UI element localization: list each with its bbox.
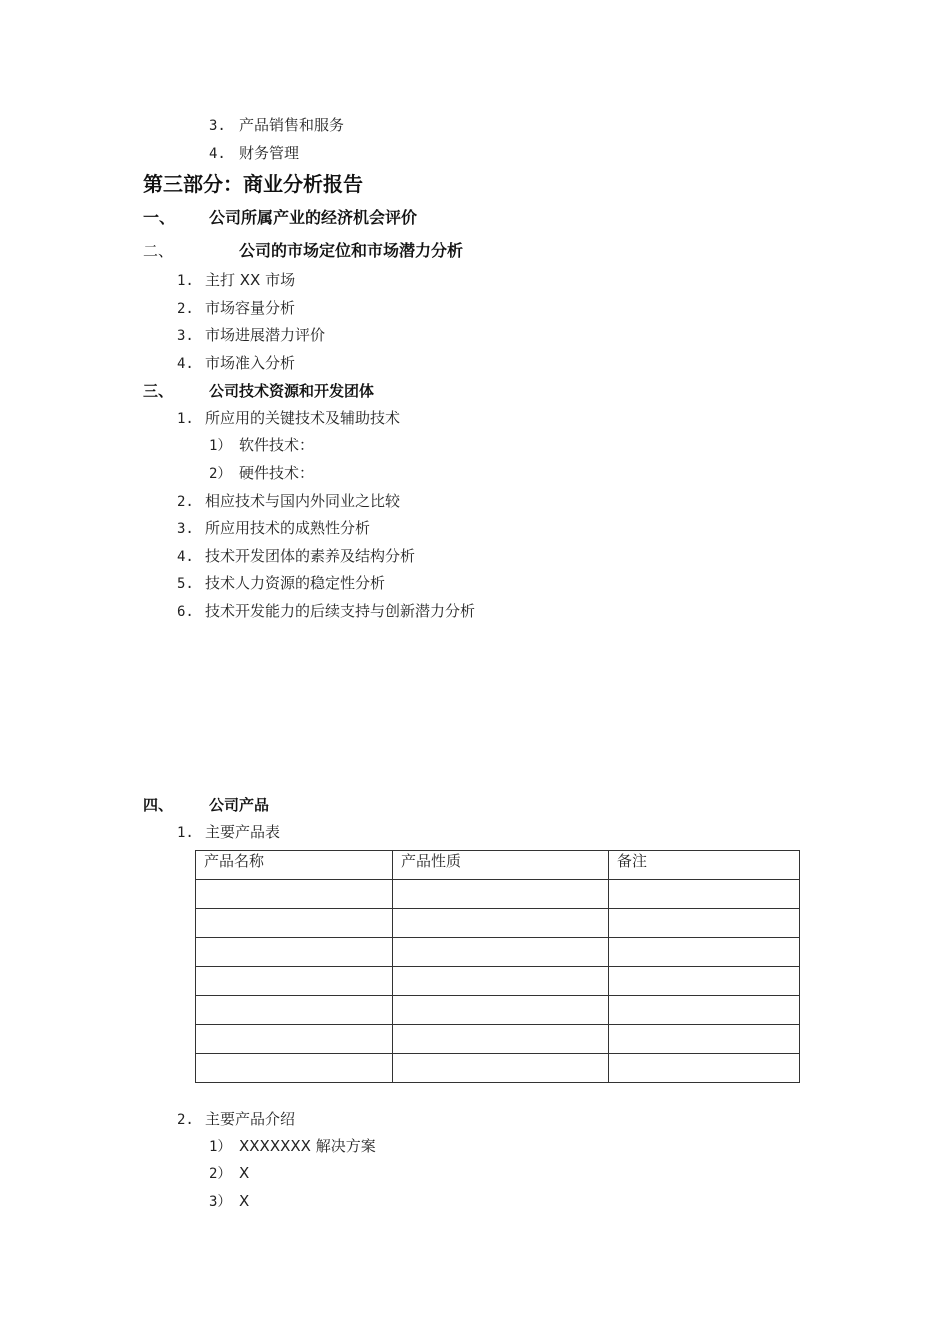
table-row — [196, 880, 800, 909]
section-mark: 一、 — [143, 208, 176, 227]
list-item — [177, 601, 475, 622]
list-number: 4. — [177, 356, 194, 372]
list-item — [209, 1163, 249, 1184]
table-cell — [393, 967, 609, 996]
list-text: 市场准入分析 — [205, 354, 296, 372]
list-number: 3） — [209, 1194, 232, 1210]
list-text: 市场进展潜力评价 — [205, 326, 326, 344]
list-item — [209, 435, 314, 456]
table-cell — [196, 967, 393, 996]
list-item — [177, 1109, 295, 1130]
table-row — [196, 1054, 800, 1083]
section-title: 公司的市场定位和市场潜力分析 — [239, 241, 464, 260]
list-text: 所应用技术的成熟性分析 — [205, 519, 371, 537]
list-text: XXXXXXX 解决方案 — [239, 1137, 376, 1155]
list-number: 4. — [209, 146, 226, 162]
list-number: 2. — [177, 494, 194, 510]
list-text: 技术开发团体的素养及结构分析 — [205, 547, 416, 565]
list-number: 1. — [177, 273, 194, 289]
table-row — [196, 1025, 800, 1054]
list-number: 1. — [177, 411, 194, 427]
table-cell — [196, 1054, 393, 1083]
section-mark: 三、 — [143, 382, 174, 400]
list-item — [177, 491, 400, 512]
section-title: 公司所属产业的经济机会评价 — [209, 208, 418, 227]
list-item — [209, 115, 344, 136]
section-heading — [143, 380, 374, 402]
table-cell — [609, 1025, 800, 1054]
section-title: 公司技术资源和开发团体 — [209, 382, 375, 400]
list-item — [177, 408, 400, 429]
section-heading — [143, 794, 269, 816]
list-item — [177, 546, 415, 567]
table-cell — [196, 996, 393, 1025]
table-cell — [609, 996, 800, 1025]
table-header-cell: 产品性质 — [393, 851, 609, 880]
table-cell — [393, 880, 609, 909]
table-row — [196, 996, 800, 1025]
list-text: X — [239, 1192, 250, 1210]
table-cell — [609, 967, 800, 996]
list-text: 市场容量分析 — [205, 299, 296, 317]
table-row — [196, 938, 800, 967]
list-item — [177, 298, 295, 319]
list-item — [177, 822, 280, 843]
list-number: 2） — [209, 1166, 232, 1182]
table-cell — [196, 938, 393, 967]
table-cell — [609, 938, 800, 967]
list-text: X — [239, 1164, 250, 1182]
list-item — [177, 518, 370, 539]
list-number: 4. — [177, 549, 194, 565]
table-header-cell: 产品名称 — [196, 851, 393, 880]
list-number: 1. — [177, 825, 194, 841]
section-heading — [143, 240, 463, 262]
list-text: 相应技术与国内外同业之比较 — [205, 492, 401, 510]
list-text: 主要产品表 — [205, 823, 281, 841]
list-text: 产品销售和服务 — [239, 116, 345, 134]
section-mark: 二、 — [143, 242, 174, 260]
list-text: 硬件技术： — [239, 464, 315, 482]
table-cell — [609, 880, 800, 909]
table-row — [196, 909, 800, 938]
table-header-row — [196, 851, 800, 880]
list-text: 主打 XX 市场 — [205, 271, 296, 289]
list-number: 2） — [209, 466, 232, 482]
list-text: 技术开发能力的后续支持与创新潜力分析 — [205, 602, 476, 620]
list-number: 3. — [209, 118, 226, 134]
list-number: 6. — [177, 604, 194, 620]
list-item — [209, 143, 299, 164]
list-text: 所应用的关键技术及辅助技术 — [205, 409, 401, 427]
list-item — [209, 1136, 376, 1157]
list-item — [177, 270, 295, 291]
table-cell — [609, 909, 800, 938]
list-text: 软件技术： — [239, 436, 315, 454]
table-cell — [393, 909, 609, 938]
list-item — [177, 353, 295, 374]
list-text: 主要产品介绍 — [205, 1110, 296, 1128]
list-number: 1） — [209, 1139, 232, 1155]
list-text: 财务管理 — [239, 144, 300, 162]
product-table — [195, 850, 800, 1083]
section-heading — [143, 207, 417, 229]
table-cell — [196, 880, 393, 909]
section-title: 公司产品 — [209, 796, 270, 814]
section-mark: 四、 — [143, 796, 174, 814]
list-number: 1） — [209, 438, 232, 454]
list-item — [209, 463, 314, 484]
list-item — [177, 325, 325, 346]
table-cell — [393, 1025, 609, 1054]
table-header-cell: 备注 — [609, 851, 800, 880]
list-number: 2. — [177, 301, 194, 317]
table-cell — [393, 996, 609, 1025]
table-row — [196, 967, 800, 996]
table-cell — [393, 938, 609, 967]
list-item — [209, 1191, 249, 1212]
list-number: 5. — [177, 576, 194, 592]
table-cell — [393, 1054, 609, 1083]
list-number: 3. — [177, 328, 194, 344]
list-item — [177, 573, 385, 594]
table-cell — [196, 1025, 393, 1054]
list-text: 技术人力资源的稳定性分析 — [205, 574, 386, 592]
list-number: 3. — [177, 521, 194, 537]
table-cell — [609, 1054, 800, 1083]
list-number: 2. — [177, 1112, 194, 1128]
table-cell — [196, 909, 393, 938]
part-title: 第三部分：商业分析报告 — [143, 172, 363, 196]
